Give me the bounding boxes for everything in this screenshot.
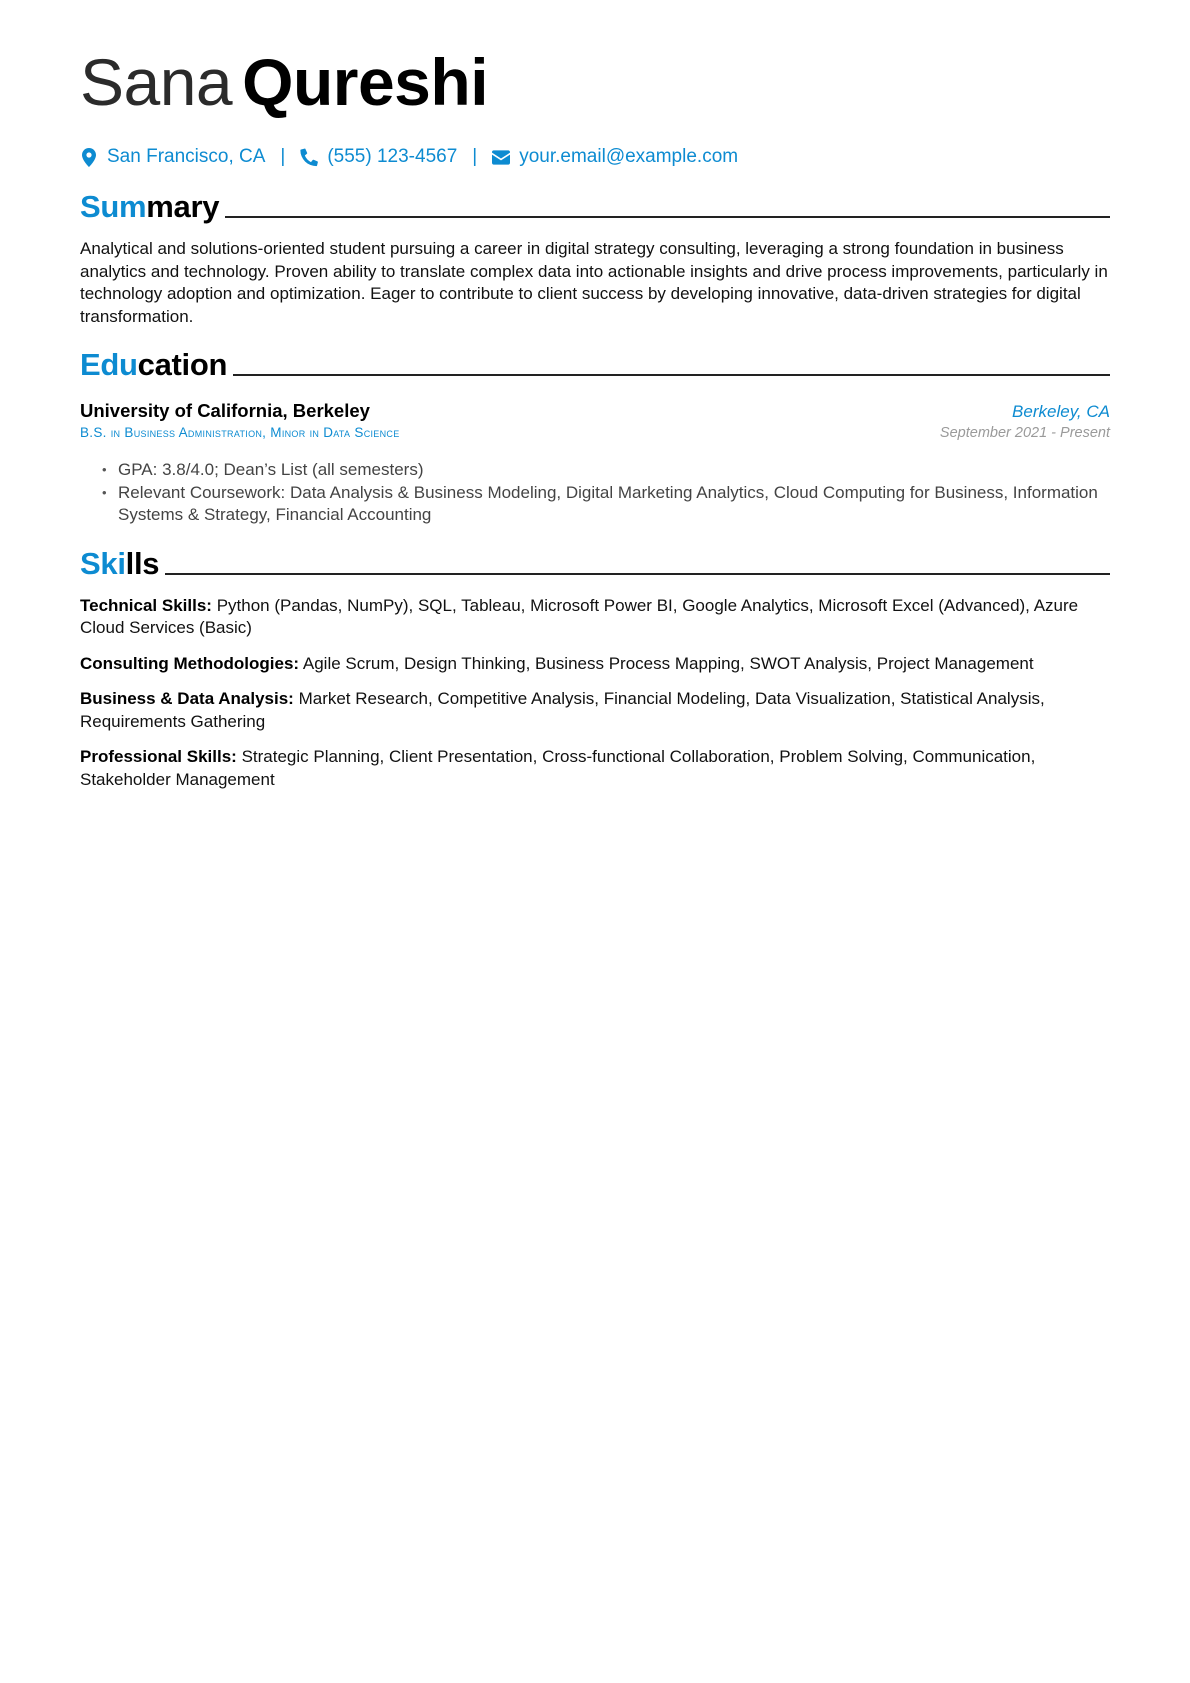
education-title <box>80 348 227 382</box>
education-dates: September 2021 - Present <box>939 425 1110 441</box>
summary-title-rest: mary <box>146 189 220 224</box>
skill-value: Market Research, Competitive Analysis, Financial Modeling, Data Visualization, Statistical Analysis, Requirements Gathering <box>80 689 1045 731</box>
map-marker-icon <box>80 147 98 167</box>
education-title-rest: cation <box>137 347 228 382</box>
envelope-icon <box>492 147 510 167</box>
location-text: San Francisco, CA <box>107 146 266 167</box>
skill-line-professional <box>80 746 1110 791</box>
skill-label: Professional Skills: <box>80 747 237 766</box>
candidate-name <box>80 42 1110 122</box>
list-item: • GPA: 3.8/4.0; Dean’s List (all semesters) <box>118 459 1110 482</box>
skill-value: Agile Scrum, Design Thinking, Business Process Mapping, SWOT Analysis, Project Management <box>302 653 1034 673</box>
list-item: • Relevant Coursework: Data Analysis & Business Modeling, Digital Marketing Analytics, Cloud Computing for Business, Information Systems & Strategy, Financial Accounting <box>118 482 1110 527</box>
section-divider <box>165 573 1110 575</box>
skill-line-consulting <box>80 653 1110 676</box>
summary-heading <box>80 188 1110 224</box>
skills-heading <box>80 545 1110 581</box>
contact-separator: | <box>472 146 478 167</box>
education-entry-header <box>80 400 1110 422</box>
skill-label: Business & Data Analysis: <box>80 689 294 708</box>
skill-value: Python (Pandas, NumPy), SQL, Tableau, Microsoft Power BI, Google Analytics, Microsoft Excel (Advanced), Azure Cloud Services (Basic) <box>80 595 1079 637</box>
education-entry-subheader <box>80 425 1110 441</box>
skill-line-technical <box>80 595 1110 640</box>
skill-value: Strategic Planning, Client Presentation, Cross-functional Collaboration, Problem Solving, Communication, Stakeholder Management <box>80 747 1036 789</box>
summary-title <box>80 190 219 224</box>
degree: B.S. in Business Administration, Minor in Data Science <box>80 425 400 440</box>
contact-email[interactable] <box>492 146 738 168</box>
education-title-accent: Edu <box>80 347 138 382</box>
summary-title-accent: Sum <box>80 189 147 224</box>
contact-separator: | <box>280 146 286 167</box>
contact-location <box>80 146 265 168</box>
contact-phone[interactable] <box>300 146 457 168</box>
skills-title-accent: Ski <box>80 545 126 581</box>
section-divider <box>225 216 1110 218</box>
school-location: Berkeley, CA <box>1012 402 1110 421</box>
first-name: Sana <box>80 45 233 119</box>
school-name: University of California, Berkeley <box>80 400 370 421</box>
skill-line-business <box>80 688 1110 733</box>
skill-label: Technical Skills: <box>80 595 212 615</box>
email-link: your.email@example.com <box>519 146 739 167</box>
summary-text: Analytical and solutions-oriented student pursuing a career in digital strategy consulting, leveraging a strong foundation in business analytics and technology. Proven ability to translate complex data into actionable insights and drive process improvements, particularly in technology adoption and optimization. Eager to contribute to client success by developing innovative, data-driven strategies for digital transformation. <box>80 239 1108 326</box>
last-name: Qureshi <box>242 45 489 119</box>
phone-icon <box>300 147 318 167</box>
contact-bar <box>80 144 1110 170</box>
skills-title <box>80 547 159 581</box>
education-details <box>80 459 1110 527</box>
phone-text: (555) 123-4567 <box>327 146 458 167</box>
skill-label: Consulting Methodologies: <box>80 653 300 673</box>
education-heading <box>80 346 1110 382</box>
section-divider <box>233 374 1110 376</box>
skills-title-rest: lls <box>125 545 160 581</box>
